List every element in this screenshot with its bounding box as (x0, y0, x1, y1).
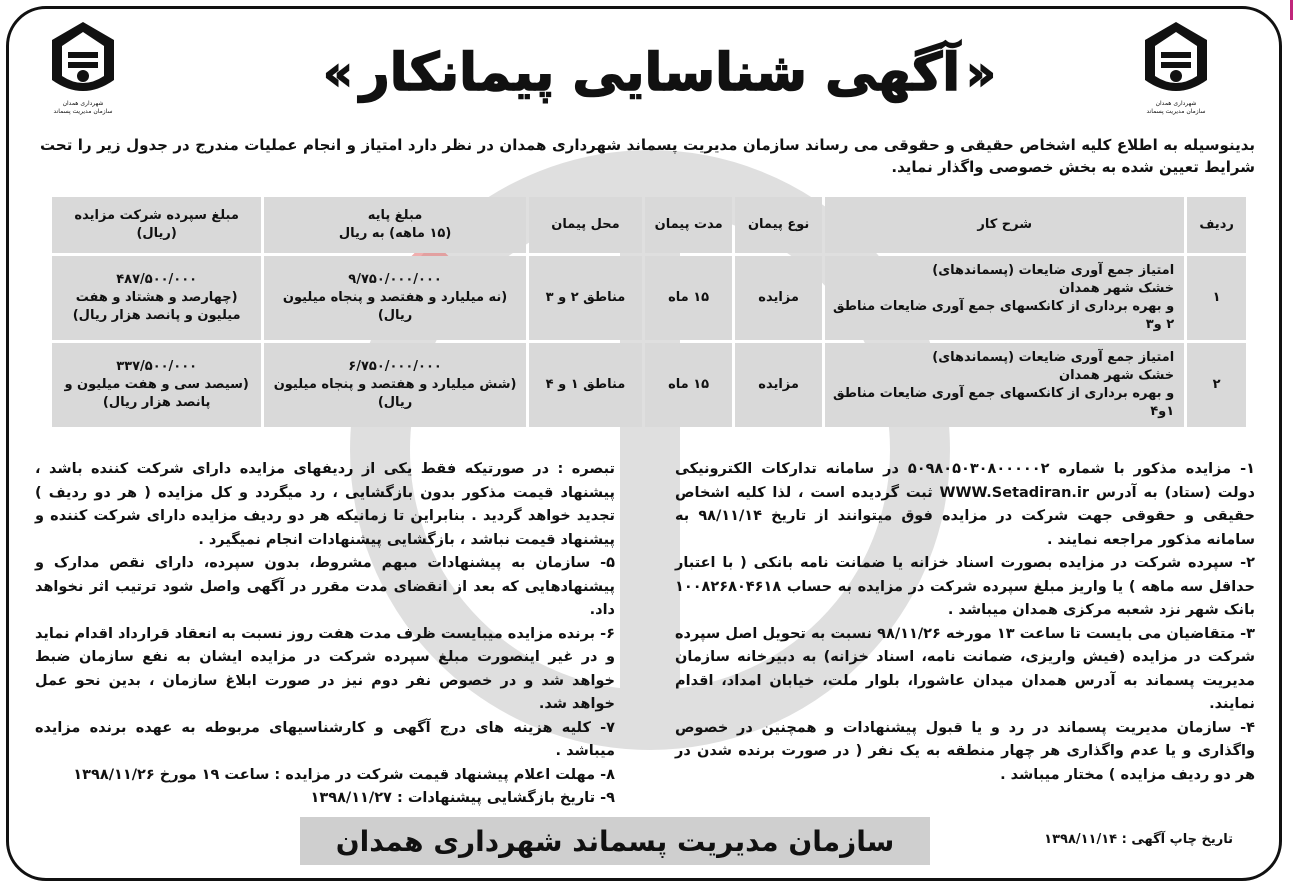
header-contract-type: نوع پیمان (735, 197, 822, 253)
municipality-emblem-icon (44, 20, 122, 102)
clauses-left-column (35, 458, 615, 811)
header-location: محل پیمان (529, 197, 642, 253)
municipality-emblem-icon (1137, 20, 1215, 102)
organization-banner: سازمان مدیریت پسماند شهرداری همدان (300, 817, 930, 865)
header-deposit (52, 197, 261, 253)
header-base-price-line2: (۱۵ ماهه) به ریال (338, 226, 452, 241)
header-duration: مدت پیمان (645, 197, 732, 253)
header-base-price (264, 197, 525, 253)
clause-2: ۲- سپرده شرکت در مزایده بصورت اسناد خزانه یا ضمانت نامه بانکی ( با اعتبار حداقل سه ماهه ) یا واریز مبلغ سپرده شرکت در مزایده به حساب ۱۰۰۸۲۶۸۰۴۶۱۸ بانک شهر نزد شعبه مرکزی همدان میباشد . (675, 555, 1255, 618)
clause-4: ۴- سازمان مدیریت پسماند در رد و یا قبول پیشنهادات و همچنین در خصوص واگذاری و یا عدم واگذاری هر چهار منطقه به یک نفر ( در صورت برنده شدن در هر دو ردیف مزایده ) مختار میباشد . (675, 719, 1255, 783)
clauses (35, 458, 1255, 806)
municipality-logo-left (44, 20, 122, 116)
deposit-value: ۳۳۷/۵۰۰/۰۰۰ (116, 359, 198, 374)
clause-5: ۵- سازمان به پیشنهادات مبهم مشروط، بدون سپرده، دارای نقص مدارک و پیشنهادهایی که بعد از انقضای مدت مقرر در آگهی واصل شود ترتیب اثر نخواهد داد. (35, 555, 615, 618)
cell-duration: ۱۵ ماه (645, 256, 732, 340)
deposit-value: ۴۸۷/۵۰۰/۰۰۰ (116, 272, 198, 287)
cell-deposit (52, 256, 261, 340)
title-bracket-open: « (966, 46, 997, 100)
base-price-words: (نه میلیارد و هفتصد و پنجاه میلیون ریال) (282, 290, 508, 323)
logo-caption: شهرداری همدان سازمان مدیریت پسماند (1146, 100, 1206, 115)
clause-note: تبصره : در صورتیکه فقط یکی از ردیفهای مزایده دارای شرکت کننده باشد ، پیشنهاد قیمت مذکور بدون بازگشایی ، رد میگردد و کل مزایده ( هر دو ردیف ) تجدید خواهد گردید . بنابراین تا زمانیکه هر دو ردیف مزایده دارای شرکت کننده و پیشنهاد قیمت نباشد ، بازگشایی پیشنهادات انجام نمیگیرد . (35, 461, 615, 548)
deposit-words: (چهارصد و هشتاد و هفت (75, 290, 238, 305)
edge-mark (1290, 0, 1293, 20)
cell-contract-type: مزایده (735, 256, 822, 340)
desc-line: خشک شهر همدان (1058, 281, 1175, 296)
header-deposit-line1: مبلغ سپرده شرکت مزایده (74, 208, 239, 223)
cell-location: مناطق ۱ و ۴ (529, 343, 642, 427)
header-row-no: ردیف (1187, 197, 1246, 253)
title-bracket-close: » (323, 46, 354, 100)
cell-description (825, 256, 1184, 340)
desc-line: امتیاز جمع آوری ضایعات (پسماندهای) (932, 263, 1175, 278)
cell-base-price (264, 256, 525, 340)
table-row (52, 256, 1246, 340)
clause-7: ۷- کلیه هزینه های درج آگهی و کارشناسیهای مربوطه به عهده برنده مزایده میباشد . (35, 719, 615, 759)
clause-8: ۸- مهلت اعلام پیشنهاد قیمت شرکت در مزایده : ساعت ۱۹ مورخ ۱۳۹۸/۱۱/۲۶ (73, 766, 615, 783)
deposit-words: میلیون و پانصد هزار ریال) (72, 308, 241, 323)
desc-line: خشک شهر همدان (1058, 368, 1175, 383)
tender-table (49, 194, 1249, 430)
base-price-value: ۹/۷۵۰/۰۰۰/۰۰۰ (348, 272, 442, 287)
cell-location: مناطق ۲ و ۳ (529, 256, 642, 340)
clause-3: ۳- متقاضیان می بایست تا ساعت ۱۳ مورخه ۹۸/۱۱/۲۶ نسبت به تحویل اصل سپرده شرکت در مزایده (فیش واریزی، ضمانت نامه، اسناد خزانه) به دبیرخانه سازمان مدیریت پسماند به آدرس همدان میدان عاشورا، بلوار ملت، خیابان امداد، اقدام نمایند. (675, 625, 1255, 712)
cell-deposit (52, 343, 261, 427)
clause-6: ۶- برنده مزایده میبایست ظرف مدت هفت روز نسبت به انعقاد قرارداد اقدام نماید و در غیر اینصورت مبلغ سپرده شرکت در مزایده ایشان به نفع سازمان ضبط خواهد شد و در خصوص نفر دوم نیز در صورت ابلاغ سازمان ، بدین نحو عمل خواهد شد. (35, 625, 615, 712)
cell-base-price (264, 343, 525, 427)
clause-1: ۱- مزایده مذکور با شماره ۵۰۹۸۰۵۰۳۰۸۰۰۰۰۰۲ در سامانه تدارکات الکترونیکی دولت (ستاد) به آدرس WWW.Setadiran.ir ثبت گردیده است ، لذا کلیه اشخاص حقیقی و حقوقی جهت شرکت در مزایده فوق میتوانند از تاریخ ۹۸/۱۱/۱۴ به سامانه مذکور مراجعه نمایند . (675, 461, 1255, 548)
print-date (1044, 832, 1233, 847)
cell-description (825, 343, 1184, 427)
cell-duration: ۱۵ ماه (645, 343, 732, 427)
table-header-row (52, 197, 1246, 253)
header-description: شرح کار (825, 197, 1184, 253)
header-deposit-line2: (ریال) (136, 226, 177, 241)
deposit-words: (سیصد سی و هفت میلیون و (64, 377, 249, 392)
page-title (300, 28, 1020, 118)
intro-paragraph: بدینوسیله به اطلاع کلیه اشخاص حقیقی و حقوقی می رساند سازمان مدیریت پسماند شهرداری همدان در نظر دارد امتیاز و انجام عملیات مندرج در جدول زیر را تحت شرایط تعیین شده به بخش خصوصی واگذار نماید. (40, 136, 1255, 176)
clauses-right-column (675, 458, 1255, 787)
print-date-label: تاریخ چاپ آگهی : (1121, 832, 1233, 847)
print-date-value: ۱۳۹۸/۱۱/۱۴ (1044, 832, 1118, 847)
base-price-words: (شش میلیارد و هفتصد و پنجاه میلیون ریال) (273, 377, 517, 410)
clause-9: ۹- تاریخ بازگشایی پیشنهادات : ۱۳۹۸/۱۱/۲۷ (310, 790, 615, 806)
logo-caption: شهرداری همدان سازمان مدیریت پسماند (53, 100, 113, 115)
table-row (52, 343, 1246, 427)
deposit-words: پانصد هزار ریال) (102, 395, 211, 410)
cell-row-no: ۲ (1187, 343, 1246, 427)
desc-line: و بهره برداری از کانکسهای جمع آوری ضایعات مناطق ۱و۴ (833, 386, 1175, 419)
header-base-price-line1: مبلغ پایه (367, 208, 423, 223)
cell-contract-type: مزایده (735, 343, 822, 427)
cell-row-no: ۱ (1187, 256, 1246, 340)
desc-line: و بهره برداری از کانکسهای جمع آوری ضایعات مناطق ۲ و۳ (833, 299, 1175, 332)
desc-line: امتیاز جمع آوری ضایعات (پسماندهای) (932, 350, 1175, 365)
title-text: آگهی شناسایی پیمانکار (359, 43, 961, 103)
base-price-value: ۶/۷۵۰/۰۰۰/۰۰۰ (348, 359, 442, 374)
municipality-logo-right (1137, 20, 1215, 116)
